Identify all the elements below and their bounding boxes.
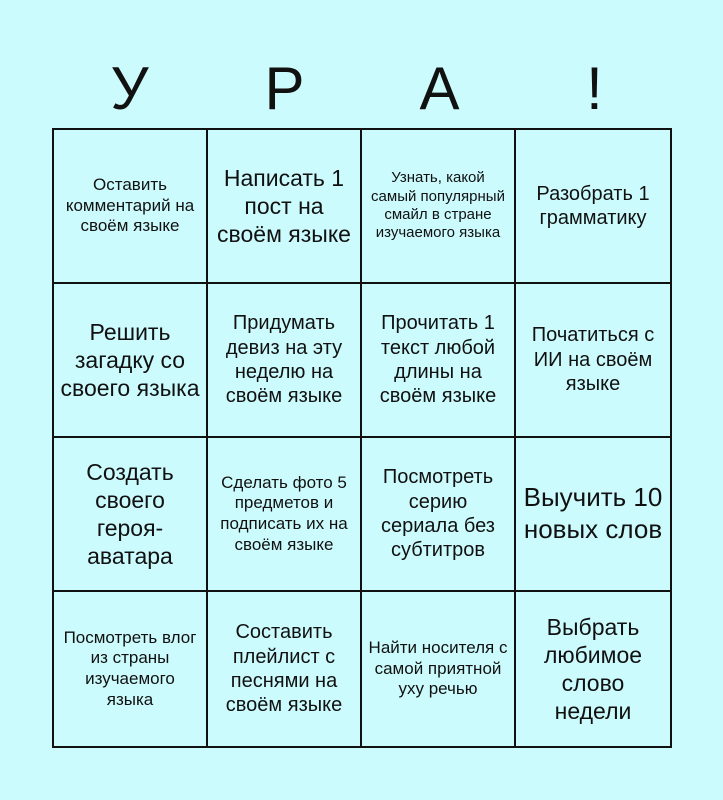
- cell-text: Початиться с ИИ на своём языке: [531, 324, 655, 396]
- cell-text: Разобрать 1 грамматику: [536, 182, 650, 229]
- title-letter-1: У: [110, 55, 149, 122]
- bingo-cell-r2c4[interactable]: [516, 284, 670, 438]
- bingo-cell-r3c2[interactable]: [208, 438, 362, 592]
- bingo-cell-r1c3[interactable]: [362, 130, 516, 284]
- bingo-cell-r4c2[interactable]: [208, 592, 362, 746]
- cell-text: Оставить комментарий на своём языке: [65, 174, 195, 236]
- bingo-cell-r2c1[interactable]: [54, 284, 208, 438]
- bingo-cell-r3c4[interactable]: [516, 438, 670, 592]
- cell-text: Найти носителя с самой приятной уху речью: [368, 637, 508, 699]
- bingo-cell-r1c1[interactable]: [54, 130, 208, 284]
- cell-text: Решить загадку со своего языка: [60, 318, 200, 402]
- bingo-title: [52, 50, 672, 128]
- title-letter-2: Р: [264, 55, 305, 122]
- bingo-board: [52, 128, 672, 748]
- bingo-cell-r1c4[interactable]: [516, 130, 670, 284]
- bingo-cell-r2c3[interactable]: [362, 284, 516, 438]
- cell-text: Написать 1 пост на своём языке: [217, 164, 351, 248]
- bingo-cell-r1c2[interactable]: [208, 130, 362, 284]
- cell-text: Сделать фото 5 предметов и подписать их на своём языке: [220, 472, 348, 554]
- bingo-cell-r4c1[interactable]: [54, 592, 208, 746]
- bingo-cell-r3c3[interactable]: [362, 438, 516, 592]
- cell-text: Прочитать 1 текст любой длины на своём языке: [379, 312, 497, 408]
- title-letter-4: !: [586, 55, 603, 122]
- bingo-cell-r4c4[interactable]: [516, 592, 670, 746]
- cell-text: Составить плейлист с песнями на своём языке: [225, 621, 343, 717]
- title-letter-3: А: [419, 55, 460, 122]
- cell-text: Создать своего героя-аватара: [86, 458, 174, 570]
- cell-text: Выбрать любимое слово недели: [543, 613, 643, 725]
- cell-text: Посмотреть влог из страны изучаемого языка: [63, 627, 197, 709]
- bingo-cell-r4c3[interactable]: [362, 592, 516, 746]
- cell-text: Посмотреть серию сериала без субтитров: [381, 466, 495, 562]
- cell-text: Узнать, какой самый популярный смайл в стране изучаемого языка: [371, 169, 505, 242]
- bingo-cell-r2c2[interactable]: [208, 284, 362, 438]
- cell-text: Придумать девиз на эту неделю на своём языке: [225, 312, 343, 408]
- cell-text: Выучить 10 новых слов: [523, 482, 663, 544]
- bingo-cell-r3c1[interactable]: [54, 438, 208, 592]
